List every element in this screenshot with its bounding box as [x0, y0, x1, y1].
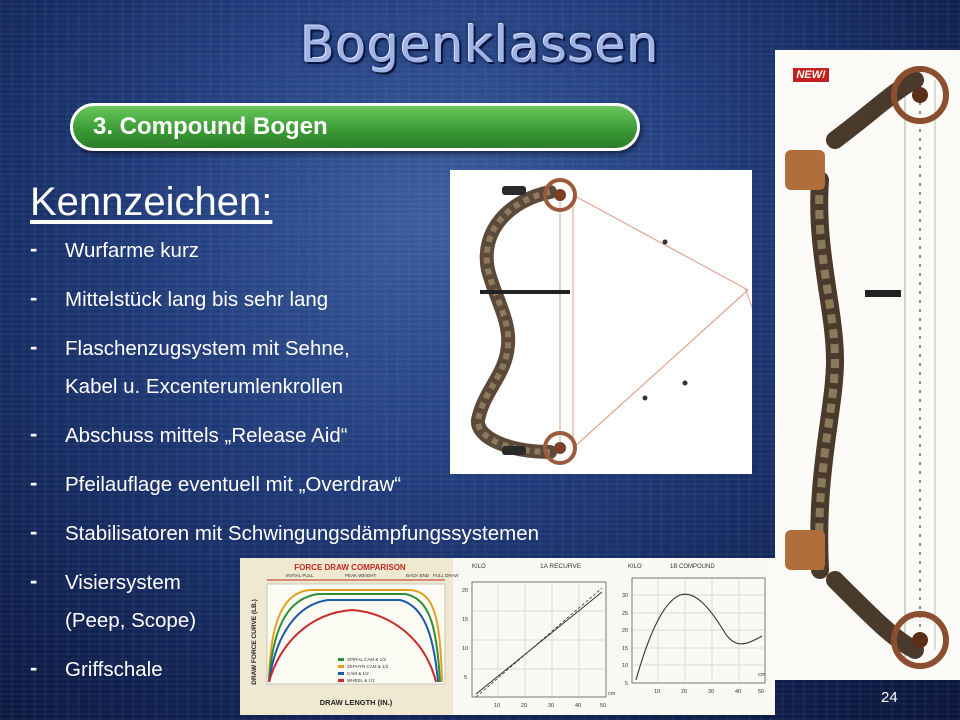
feature-item [30, 521, 539, 546]
chart2-xtick: 50 [600, 703, 607, 709]
bullet-dash: - [30, 470, 38, 495]
chart2-xtick: 10 [494, 703, 501, 709]
chart2-ylabel: KILO [472, 564, 486, 570]
slide-title: Bogenklassen [300, 16, 660, 74]
chart1-xlabel: DRAW LENGTH (IN.) [319, 698, 393, 707]
chart3-ytick: 20 [622, 628, 629, 634]
feature-text: (Peep, Scope) [65, 609, 197, 632]
chart1-phase-3: BACK END [406, 573, 430, 578]
chart2-xtick: 20 [521, 703, 528, 709]
chart1-phase-1: INITIAL PULL [286, 573, 314, 578]
compound-chart [622, 564, 766, 695]
chart1-title: FORCE DRAW COMPARISON [294, 563, 406, 572]
chart3-xunit: cm [758, 672, 766, 678]
chart1-ylabel: DRAW FORCE CURVE (LB.) [251, 599, 258, 685]
chart2-ytick: 15 [462, 617, 469, 623]
chart2-ytick: 10 [462, 646, 469, 652]
chart1-phase-4: FULL DRAW [433, 573, 459, 578]
chart2-ytick: 20 [462, 588, 469, 594]
recurve-chart [462, 563, 616, 709]
compound-bow-photo [450, 170, 752, 474]
feature-text: Griffschale [65, 658, 163, 681]
section-heading: Kennzeichen: [30, 180, 273, 224]
chart1-legend-1: SPIRAL CAM & 1/2 [347, 657, 386, 662]
bullet-dash: - [30, 568, 38, 593]
force-draw-comparison-chart [240, 558, 459, 715]
bullet-dash: - [30, 655, 38, 680]
chart3-xtick: 20 [681, 689, 688, 695]
chart3-xtick: 30 [708, 689, 715, 695]
bullet-dash: - [30, 519, 38, 544]
chart3-xtick: 40 [735, 689, 742, 695]
feature-text: Mittelstück lang bis sehr lang [65, 288, 329, 311]
chart2-title: 1A RECURVE [540, 563, 582, 570]
chart3-ytick: 5 [625, 681, 629, 687]
chart1-phase-2: PEAK WEIGHT [345, 573, 377, 578]
page-number: 24 [881, 689, 898, 706]
chart2-xtick: 30 [548, 703, 555, 709]
feature-text: Stabilisatoren mit Schwingungsdämpfungssystemen [65, 522, 540, 545]
chart1-legend-2: ZEPHYR CAM & 1/2 [347, 664, 389, 669]
subtitle-pill: 3. Compound Bogen [70, 103, 640, 151]
feature-text: Flaschenzugsystem mit Sehne, [65, 337, 350, 360]
chart3-ylabel: KILO [628, 564, 642, 570]
chart3-xtick: 50 [758, 689, 765, 695]
bullet-dash: - [30, 236, 38, 261]
chart2-ytick: 5 [464, 675, 468, 681]
bullet-dash: - [30, 285, 38, 310]
feature-text: Abschuss mittels „Release Aid“ [65, 424, 348, 447]
bullet-dash: - [30, 334, 38, 359]
feature-text: Kabel u. Excenterumlenkrollen [65, 375, 344, 398]
chart3-ytick: 10 [622, 663, 629, 669]
chart3-ytick: 15 [622, 646, 629, 652]
bullet-dash: - [30, 421, 38, 446]
compound-bow-vertical-photo [775, 50, 960, 680]
chart1-legend-3: CAM & 1/2 [347, 671, 369, 676]
feature-text: Visiersystem [65, 571, 181, 594]
chart1-legend-4: WHEEL & 1/2 [347, 678, 375, 683]
new-badge: NEW! [791, 66, 831, 84]
feature-item [30, 472, 539, 497]
feature-text: Wurfarme kurz [65, 239, 200, 262]
chart3-xtick: 10 [654, 689, 661, 695]
draw-force-charts [240, 558, 775, 715]
chart3-ytick: 30 [622, 593, 629, 599]
feature-text: Pfeilauflage eventuell mit „Overdraw“ [65, 473, 402, 496]
chart3-title: 1B COMPOUND [670, 564, 715, 570]
chart2-xunit: cm [608, 691, 616, 697]
chart3-ytick: 25 [622, 611, 629, 617]
chart2-xtick: 40 [575, 703, 582, 709]
